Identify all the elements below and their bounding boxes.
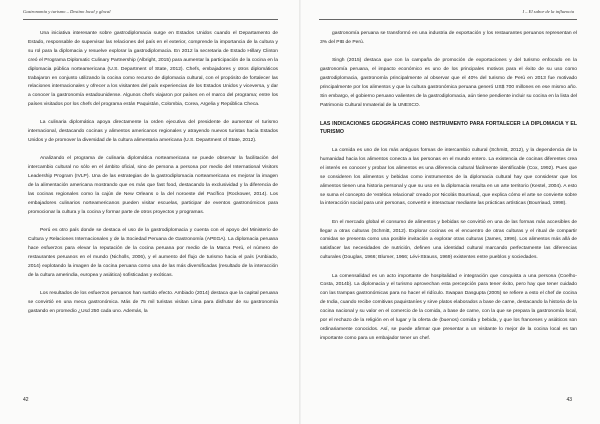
right-paragraph-3: La comida es uno de los más antiguos formas de intercambio cultural (Schmitt, 2012), y la dependencia de la humanidad hacia los alimentos conecta a las personas en el mundo entero. La existencia de cocinas diferentes crea el interés en conocer y probar los alimentos es una diferencia cultural fácilmente identificable (Cox, 1992). Pues que se consideren los alimentos y bebidas como instrumentos de la diplomacia cultural hay que considerar que los alimentos tienen una historia personal y que su uso en la diplomacia resulta en un arte territorio (Kestel, 2004). A esto se suma el concepto de 'estética relacional' creado por Nicolás Bourriaud, que explica cómo el arte se convierte sobre la interacción social para unir personas, convertir e interactuar mediante las prácticas artísticas (Bourriaud, 1998). [320, 148, 577, 207]
left-paragraph-5: Los resultados de los esfuerzos peruanos han surtido efecto. Ambiado (2014) destaca que la capital peruana se convirtió en una meca gastronómica. Más de 75 mil turistas visitan Lima para disfrutar de su gastronomía gastando en promedio ¿Usd 250 cada uno. Además, la [28, 290, 278, 314]
left-page-number: 42 [23, 397, 29, 403]
right-paragraph-4: En el mercado global el consumo de alimentos y bebidas se convirtió en una de las formas más accesibles de llegar a otras culturas (Schmitt, 2012). Explorar cocinas es el encuentro de otras culturas y el ritual de compartir comidas se presenta como una posible invitación a explorar otras culturas (James, 1996). Los alimentos más allá de satisfacer las necesidades de nutrición, definen una identidad cultural marcando perfectamente las diferencias culturales (Douglas, 1966; Blumer, 1966; Lévi-Strauss, 1969) existentes entre pueblos y sociedades. [320, 219, 577, 261]
section-heading: LAS INDICACIONES GEOGRÁFICAS COMO INSTRUMENTO PARA FORTALECER LA DIPLOMACIA Y EL TURISMO [320, 120, 577, 136]
left-paragraph-1: Una iniciativa interesante sobre gastrodiplomacia surge en Estados Unidos cuando el Departamento de Estado, responsable de supervisar las relaciones del país en el exterior, comprende la importancia de la cultura y su rol para la diplomacia y resuelve explorar la gastrodiplomacia. En 2012 la secretaria de Estado Hillary Clinton creó el Programa Diplomatic Culinary Partnership (Albright, 2015) para aumentar la participación de la cocina en la diplomacia pública norteamericana (U.S. Department of State, 2012). Chefs, embajadores y otros diplomáticos trabajaron en conjunto utilizando la cocina como recurso de diplomacia cultural, con el propósito de fortalecer las relaciones internacionales y ofrecer a los visitantes del país experiencias de los Estados Unidos y viceversa, y dar a conocer la gastronomía estadounidense. Algunos chefs viajaron por países en el marco del programa; entre los países visitados por los chefs del programa están Paquistán, Colombia, Corea, Argelia y República Checa. [28, 31, 278, 108]
left-paragraph-4: Perú es otro país donde se destaca el uso de la gastrodiplomacia y cuenta con el apoyo del Ministerio de Cultura y Relaciones Internacionales y de la Sociedad Peruana de Gastronomía (APEGA). La diplomacia peruana hace esfuerzos para elevar la reputación de la cocina peruana por medio de la Marca Perú, el número de restaurantes peruanos en el mundo (Nicholls, 2006), y el aumento del flujo de turismo hacia el país (Ambiado, 2014) explotando la imagen de la cocina peruana como una de las más diversificadas (resultado de la interacción de la cultura amerindia, europea y asiática) sofisticadas y exóticas. [28, 228, 278, 278]
left-header-rule [23, 19, 278, 20]
right-paragraph-5: La comensalidad es un acto importante de hospitalidad e integración que conquista a una persona (Coelho-Costa, 2014b). La diplomacia y el turismo aprovechan esta percepción para tener éxito, pero hay que tener cuidado con las trampas gastronómicas para no hacer el ridículo. Swapan Dasgupta (2005) se refiere a esto el chef de cocina de India, cuando recibe comitivas paquistaníes y sirve platos elaborados a base de carne, destacando la historia de la cocina nacional y su valor en el comercio de la comida, a base de carne, con la que se prepara la gastronomía local, por el rechazo de la religión en el lugar y la oferta de (buenos) comida y bebida, y que los franceses y asiáticos son ordinariamente conocidos. Así, se puede afirmar que presentar a un visitante lo mejor de la cocina local es tan importante como para un embajador tener un chef. [320, 273, 577, 341]
right-page [300, 0, 600, 424]
right-paragraph-2: Singh (2015) destaca que con la campaña de promoción de exportaciones y del turismo enfocado en la gastronomía peruana, el impacto económico es uno de los principales motivos para el éxito de su uso como gastrodiplomacia, gastronomía principalmente al observar que el 40% del turismo de Perú en 2013 fue motivado principalmente por los alimentos y que la cultura gastronómica peruana generó US$ 700 millones en ese mismo año. Sin embargo, el gobierno peruano valientes de la gastrodiplomacia, aún tiene pendiente incluir su cocina en la lista del Patrimonio Cultural Inmaterial de la UNESCO. [320, 58, 577, 108]
right-running-head: I – El sabor de la influencia [522, 9, 574, 14]
right-text-column [320, 30, 577, 344]
left-paragraph-2: La culinaria diplomática apoya directamente la orden ejecutiva del presidente de aumentar el turismo internacional, destacando cocinas y alimentos americanos regionales y atrayendo nuevos turistas hacia Estados Unidos y de promover la diversidad de la cultura alimentaria americana (U.S. Department of State, 2012). [28, 120, 278, 144]
left-running-head: Gastronomía y turismo – Destino local y glocal [23, 9, 111, 14]
right-paragraph-1: gastronomía peruana se transformó en una industria de exportación y los restaurantes peruanos representan el 3% del PIB de Perú. [320, 31, 577, 45]
left-paragraph-3: Analizando el programa de culinaria diplomática norteamericana se puede observar la facilitación del intercambio cultural no sólo en el ámbito oficial, sino de persona a persona por medio del International Visitors Leadership Program (IVLP). Una de las estrategias de la gastrodiplomacia norteamericana es mejorar la imagen de la alimentación americana mostrando que es más que fast food, destacando la exclusividad y la diferencia de las cocinas regionales como la cajún de New Orleans o la del noroeste del Pacífico (Rockower, 2014). Los embajadores culinarios norteamericanos pueden visitar escuelas, participar de eventos gastronómicos para promocionar la cultura y la cocina y formar parte de otros proyectos y programas. [28, 156, 278, 215]
right-header-rule [319, 19, 577, 20]
right-page-number: 43 [566, 397, 572, 403]
left-text-column [28, 30, 278, 317]
